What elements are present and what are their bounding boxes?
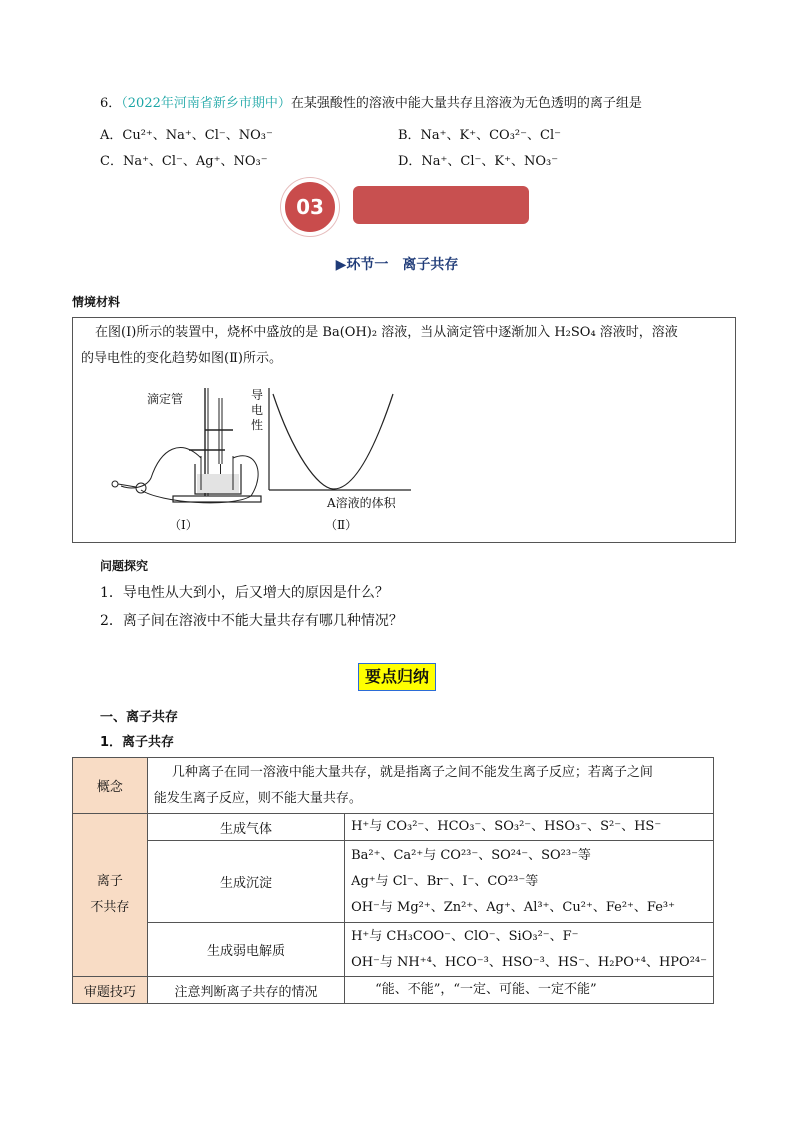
- precipitate-line-1: Ba²⁺、Ca²⁺与 CO²³⁻、SO²⁴⁻、SO²³⁻等: [351, 847, 591, 863]
- precipitate-content: [345, 841, 714, 923]
- scenario-text-line2: 的导电性的变化趋势如图(Ⅱ)所示。: [81, 351, 282, 366]
- option-a: A．Cu²⁺、Na⁺、Cl⁻、NO₃⁻: [100, 128, 273, 143]
- non-coexist-label-2: 不共存: [90, 900, 130, 915]
- tips-mid: 注意判断离子共存的情况: [147, 977, 344, 1004]
- figure-2-caption: （Ⅱ）: [325, 518, 358, 532]
- table-row-gas: [73, 814, 714, 841]
- question-6-stem: [100, 96, 642, 112]
- summary-subheading-2: 1．离子共存: [100, 735, 175, 750]
- table-row-tips: [73, 977, 714, 1004]
- gas-content: H⁺与 CO₃²⁻、HCO₃⁻、SO₃²⁻、HSO₃⁻、S²⁻、HS⁻: [345, 814, 714, 841]
- question-number: 6．: [100, 96, 122, 111]
- scenario-box: [72, 317, 736, 543]
- weak-electrolyte-line-2: OH⁻与 NH⁺⁴、HCO⁻³、HSO⁻³、HS⁻、H₂PO⁺⁴、HPO²⁴⁻: [351, 954, 707, 970]
- tips-label: 审题技巧: [73, 977, 148, 1004]
- y-axis-label: 导电性: [251, 388, 264, 432]
- concept-line-2: 能发生离子反应，则不能大量共存。: [153, 790, 362, 806]
- non-coexist-label: [73, 814, 148, 977]
- weak-electrolyte-label: 生成弱电解质: [147, 923, 344, 977]
- inquiry-question-1: 1．导电性从大到小，后又增大的原因是什么？: [100, 585, 389, 601]
- precipitate-label: 生成沉淀: [147, 841, 344, 923]
- table-row-precipitate: [73, 841, 714, 923]
- scenario-text-line1: 在图(Ⅰ)所示的装置中，烧杯中盛放的是 Ba(OH)₂ 溶液，当从滴定管中逐渐加入 H₂SO₄ 溶液时，溶液: [95, 325, 678, 340]
- conductivity-graph: [263, 384, 413, 496]
- inquiry-question-2: 2．离子间在溶液中不能大量共存有哪几种情况？: [100, 613, 403, 629]
- section-number-badge: 03: [281, 178, 339, 236]
- tips-right: “能、不能”，“一定、可能、一定不能”: [345, 977, 714, 1004]
- concept-line-1: 几种离子在同一溶液中能大量共存，就是指离子之间不能发生离子反应；若离子之间: [171, 764, 653, 780]
- gas-label: 生成气体: [147, 814, 344, 841]
- section-banner-bar: [353, 186, 529, 224]
- ion-coexistence-table: [72, 757, 714, 1004]
- precipitate-line-3: OH⁻与 Mg²⁺、Zn²⁺、Ag⁺、Al³⁺、Cu²⁺、Fe²⁺、Fe³⁺: [351, 899, 675, 915]
- burette-label: 滴定管: [147, 392, 184, 406]
- option-c: C．Na⁺、Cl⁻、Ag⁺、NO₃⁻: [100, 154, 268, 169]
- weak-electrolyte-content: [345, 923, 714, 977]
- figure-1-caption: （Ⅰ）: [169, 518, 198, 532]
- inquiry-heading: 问题探究: [100, 559, 149, 573]
- x-axis-label: A溶液的体积: [327, 496, 396, 510]
- question-source: （2022年河南省新乡市期中）: [121, 96, 291, 111]
- summary-title: 要点归纳: [358, 663, 436, 691]
- weak-electrolyte-line-1: H⁺与 CH₃COO⁻、ClO⁻、SiO₃²⁻、F⁻: [351, 928, 579, 944]
- precipitate-line-2: Ag⁺与 Cl⁻、Br⁻、I⁻、CO²³⁻等: [351, 873, 539, 889]
- concept-content: [147, 758, 713, 814]
- concept-label: 概念: [73, 758, 148, 814]
- scenario-heading: 情境材料: [72, 295, 121, 309]
- option-d: D．Na⁺、Cl⁻、K⁺、NO₃⁻: [398, 154, 559, 169]
- table-row-weak-electrolyte: [73, 923, 714, 977]
- option-b: B．Na⁺、K⁺、CO₃²⁻、Cl⁻: [398, 128, 561, 143]
- summary-subheading-1: 一、离子共存: [100, 710, 179, 725]
- section-badge: [281, 178, 531, 238]
- non-coexist-label-1: 离子: [96, 874, 123, 889]
- section-title: ▶环节一 离子共存: [335, 257, 459, 273]
- question-text: 在某强酸性的溶液中能大量共存且溶液为无色透明的离子组是: [290, 96, 642, 111]
- table-row-concept: [73, 758, 714, 814]
